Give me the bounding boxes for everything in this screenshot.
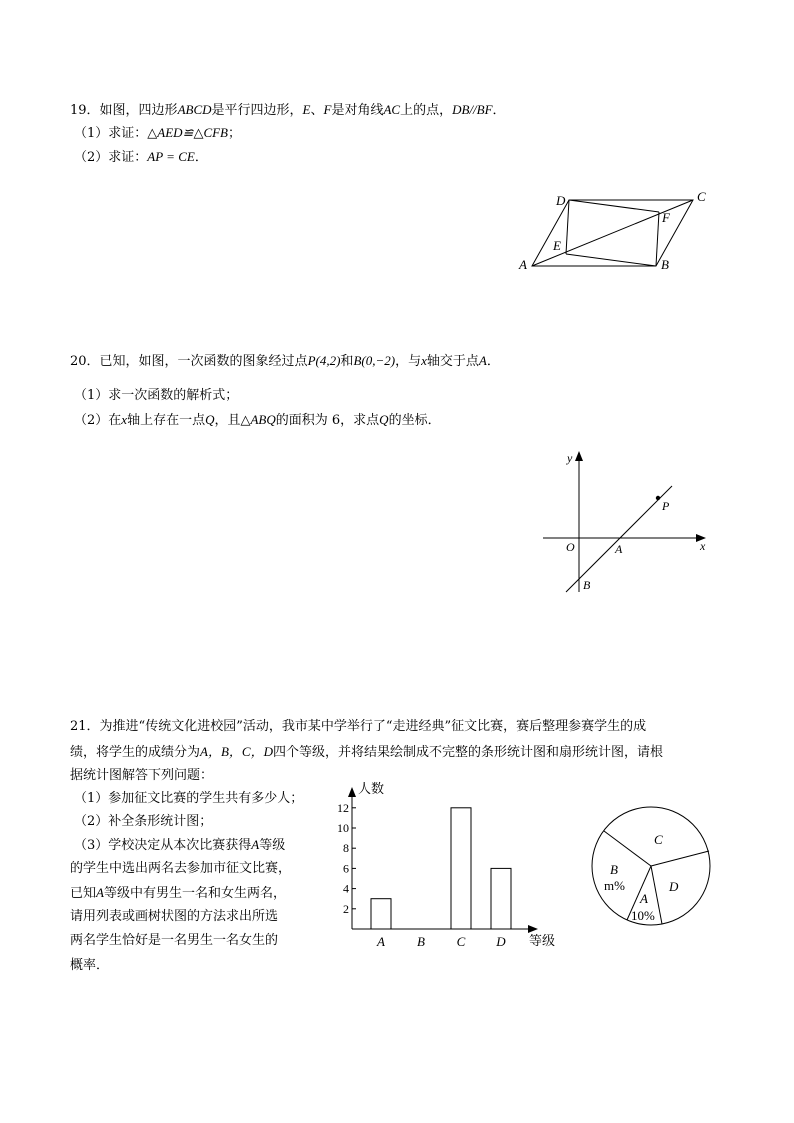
q21-sub3-cont1: 的学生中选出两名去参加市征文比赛， [70,861,292,876]
bar-chart-xlabel: 等级 [529,933,556,948]
pie-divider-CD [651,851,709,866]
q21-sub3-cont2: 已知A等级中有男生一名和女生两名， [70,885,286,901]
q21-line1: 21．为推进“传统文化进校园”活动，我市某中学举行了“走进经典”征文比赛，赛后整理参赛学生的成 [70,719,647,734]
q19-sub1: （1）求证：△AED≌△CFB； [74,125,242,141]
x-tick-label-D: D [496,934,506,949]
q21-line3: 据统计图解答下列问题： [70,768,214,783]
pie-divider-BC [604,831,651,866]
q21-sub1: （1）参加征文比赛的学生共有多少人； [74,791,304,806]
label-C: C [697,189,706,204]
label-F: F [662,210,670,225]
y-tick-label: 4 [343,881,349,896]
point-A-label: A [615,542,623,556]
q19-line1: 19．如图，四边形ABCD是平行四边形，E、F是对角线AC上的点，DB//BF． [70,102,506,118]
q20-sub1: （1）求一次函数的解析式； [74,388,239,403]
origin-label: O [566,540,575,554]
axis-y-label: y [567,451,573,465]
bar-chart-ylabel: 人数 [358,781,385,796]
q19-sub2: （2）求证：AP = CE． [74,149,208,165]
axis-x-label: x [700,539,706,553]
q21-sub3-cont4: 两名学生恰好是一名男生一名女生的 [70,933,279,948]
pie-label-C: C [654,832,663,847]
q21-sub3-cont5: 概率． [70,958,110,973]
x-tick-label-A: A [377,934,385,949]
y-tick-label: 6 [343,861,349,876]
y-tick-label: 12 [337,800,349,815]
y-tick-label: 8 [343,841,349,856]
pie-label-A: A [640,891,648,906]
x-tick-label-B: B [417,934,425,949]
q20-sub2: （2）在x轴上存在一点Q，且△ABQ的面积为 6，求点Q的坐标． [74,412,441,428]
point-P-label: P [662,499,670,513]
label-A: A [519,257,527,272]
pie-label-D: D [669,879,679,894]
pie-label-B-pct: m% [604,878,625,893]
y-tick-label: 2 [343,901,349,916]
q21-sub3-cont3: 请用列表或画树状图的方法求出所选 [70,909,279,924]
label-E: E [553,238,561,253]
q21-sub3: （3）学校决定从本次比赛获得A等级 [74,837,286,853]
label-B: B [661,257,669,272]
q21-line2: 绩，将学生的成绩分为A，B，C，D四个等级，并将结果绘制成不完整的条形统计图和扇形统计图，请根 [70,744,663,760]
x-tick-label-C: C [456,934,466,949]
point-B-label: B [583,578,591,592]
q21-sub2: （2）补全条形统计图； [74,814,213,829]
q20-line1: 20．已知，如图，一次函数的图象经过点P(4,2)和B(0,−2)，与x轴交于点A． [70,353,500,369]
label-D: D [556,193,566,208]
pie-label-B: B [610,862,618,877]
y-tick-label: 10 [337,821,349,835]
pie-label-A-pct: 10% [631,908,655,923]
